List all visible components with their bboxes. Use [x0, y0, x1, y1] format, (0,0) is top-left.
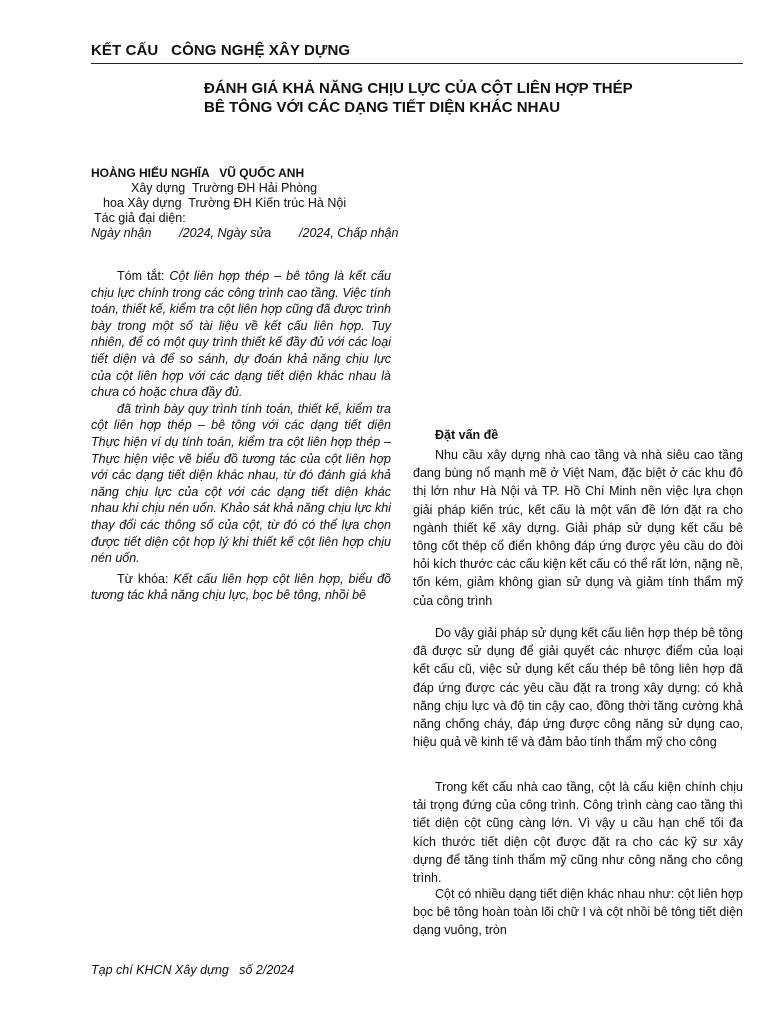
- body-paragraph-3: [413, 778, 743, 887]
- affiliation-2: hoa Xây dựng Trường ĐH Kiến trúc Hà Nội: [103, 196, 347, 210]
- corresponding-author: Tác giả đại diện:: [94, 211, 186, 225]
- abstract-label: Tóm tắt:: [117, 269, 165, 283]
- title-line-1: ĐÁNH GIÁ KHẢ NĂNG CHỊU LỰC CỦA CỘT LIÊN HỢP THÉP: [204, 80, 633, 97]
- abstract: [91, 268, 391, 604]
- keywords-label: Từ khóa:: [117, 571, 169, 586]
- authors: HOÀNG HIẾU NGHĨA VŨ QUỐC ANH: [91, 166, 305, 180]
- header-divider: [91, 63, 743, 64]
- paragraph-text: Trong kết cấu nhà cao tầng, cột là cấu kiện chính chịu tải trọng đứng của công trình. Công trình càng cao tầng thì tiết diện cột cũng càng lớn. Vì vậy u cầu hạn chế tối đa kích thước tiết diện cột được đặt ra cho các kỹ sư xây dựng để tăng tính thẩm mỹ cũng như công năng cho công trình.: [413, 780, 743, 886]
- paragraph-text: Cột có nhiều dạng tiết diện khác nhau như: cột liên hợp bọc bê tông hoàn toàn lõi chữ I và cột nhồi bê tông tiết diện dạng vuông, tròn: [413, 887, 743, 938]
- title-line-2: BÊ TÔNG VỚI CÁC DẠNG TIẾT DIỆN KHÁC NHAU: [204, 99, 561, 116]
- body-paragraph-1: [413, 446, 743, 610]
- paragraph-text: Do vậy giải pháp sử dụng kết cấu liên hợp thép bê tông đã được sử dụng để giải quyết các nhược điểm của loại kết cấu cũ, việc sử dụng kết cấu thép bê tông liên hợp đã đáp ứng được các yêu cầu đặt ra trong xây dựng: có khả năng chịu lực và độ tin cậy cao, đồng thời tăng cường khả năng chống cháy, đáp ứng được công năng sử dụng cao, hiệu quả về kinh tế và đảm bảo tính thẩm mỹ cho công: [413, 626, 743, 750]
- keywords-text: Kết cấu liên hợp cột liên hợp, biểu đồ tương tác khả năng chịu lực, bọc bê tông, nhồi bê: [91, 571, 391, 603]
- keywords: [91, 571, 391, 604]
- section-heading: Đặt vấn đề: [435, 428, 499, 442]
- abstract-paragraph: [91, 268, 391, 401]
- article-title: [204, 79, 744, 117]
- affiliation-1: Xây dựng Trường ĐH Hải Phòng: [131, 181, 318, 195]
- journal-section-header: KẾT CẤU CÔNG NGHỆ XÂY DỰNG: [91, 42, 351, 59]
- abstract-paragraph-2: đã trình bày quy trình tính toán, thiết kế, kiểm tra cột liên hợp thép – bê tông với các dạng tiết diện Thực hiện ví dụ tính toán, kiểm tra cột liên hợp thép – Thực hiện việc vẽ biểu đồ tương tác của cột liên hợp với các dạng tiết diện khác nhau, từ đó đánh giá khả năng chịu lực của cột với các dạng tiết diện khác nhau khi chịu nén uốn. Khảo sát khả năng chịu lực khi thay đổi các thông số của cột, từ đó có thể lựa chọn được tiết diện cột hợp lý khi thiết kế cột liên hợp chịu nén uốn.: [91, 401, 391, 566]
- journal-footer: Tạp chí KHCN Xây dựng số 2/2024: [91, 963, 295, 977]
- submission-dates: Ngày nhận /2024, Ngày sửa /2024, Chấp nhận: [91, 226, 399, 240]
- body-paragraph-2: [413, 624, 743, 751]
- paragraph-text: Nhu cầu xây dựng nhà cao tầng và nhà siêu cao tầng đang bùng nổ mạnh mẽ ở Việt Nam, đặc biệt ở các khu đô thị lớn như Hà Nội và TP. Hồ Chí Minh nên việc lựa chọn giải pháp kiến trúc, kết cấu là một vấn đề lớn đặt ra cho ngành thiết kế xây dựng. Giải pháp sử dụng kết cấu bê tông cốt thép cổ điển không đáp ứng được yêu cầu do đòi hỏi kích thước các cấu kiện kết cấu có thể rất lớn, nặng nề, tốn kém, giảm không gian sử dụng và giảm tính thẩm mỹ của công trình: [413, 448, 743, 608]
- abstract-text: Cột liên hợp thép – bê tông là kết cấu chịu lực chính trong các công trình cao tầng. Việc tính toán, thiết kế, kiểm tra cột liên hợp cũng đã được trình bày trong một số tài liệu về kết cấu liên hợp. Tuy nhiên, để có một quy trình thiết kế đầy đủ với các loại tiết diện và để so sánh, dự đoán khả năng chịu lực của cột liên hợp với các dạng tiết diện khác nhau là chưa có hoặc chưa đầy đủ.: [91, 269, 391, 400]
- body-paragraph-4: [413, 885, 743, 940]
